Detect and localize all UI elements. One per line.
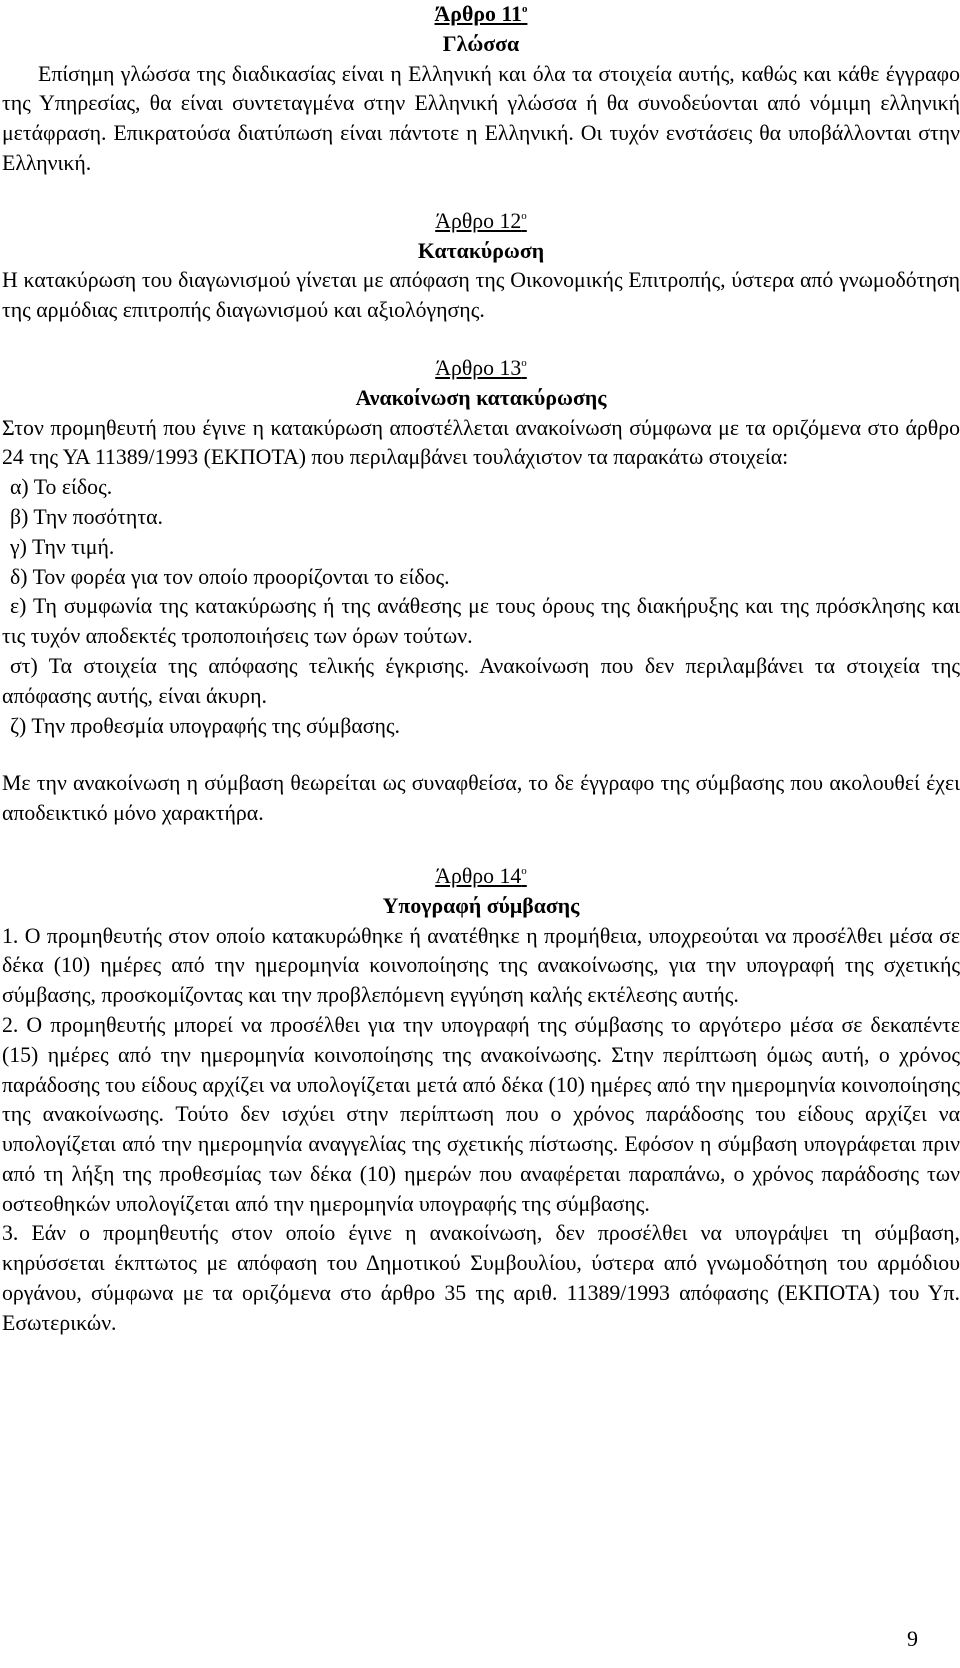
article-14-heading-text: Υπογραφή σύμβασης xyxy=(382,893,580,918)
document-page xyxy=(2,0,960,1339)
article-13-heading: Ανακοίνωση κατακύρωσης xyxy=(355,385,607,410)
article-13-item-e: ε) Τη συμφωνία της κατακύρωσης ή της ανάθεσης με τους όρους της διακήρυξης και της πρόσκλησης και τις τυχόν αποδεκτές τροποποιήσεις των όρων τούτων. xyxy=(2,594,960,649)
article-11-text: Επίσημη γλώσσα της διαδικασίας είναι η Ελληνική και όλα τα στοιχεία αυτής, καθώς και κάθε έγγραφο της Υπηρεσίας, θα είναι συντεταγμένα στην Ελληνική γλώσσα ή θα συνοδεύονται από νόμιμη ελληνική μετάφραση. Επικρατούσα διατύπωση είναι πάντοτε η Ελληνική. Οι τυχόν ενστάσεις θα υποβάλλονται στην Ελληνική. xyxy=(2,61,960,175)
article-13-closing: Με την ανακοίνωση η σύμβαση θεωρείται ως συναφθείσα, το δε έγγραφο της σύμβασης που ακολουθεί έχει αποδεικτικό μόνο χαρακτήρα. xyxy=(2,771,960,826)
article-14-title: Άρθρο $14^o$ xyxy=(435,863,527,888)
page-number: 9 xyxy=(907,1626,918,1651)
article-14 xyxy=(2,862,960,1339)
article-13-item-d: δ) Τον φορέα για τον οποίο προορίζονται το είδος. xyxy=(10,564,450,589)
article-12-text: Η κατακύρωση του διαγωνισμού γίνεται με απόφαση της Οικονομικής Επιτροπής, ύστερα από γνωμοδότηση της αρμόδιας επιτροπής διαγωνισμού και αξιολόγησης. xyxy=(2,268,960,323)
article-11-title: Άρθρο $11^o$ xyxy=(434,2,528,26)
article-13-item-b: β) Την ποσότητα. xyxy=(10,504,163,529)
article-11-heading: Γλώσσα xyxy=(442,31,520,56)
article-13-item-a: α) Το είδος. xyxy=(10,475,113,500)
article-14-heading xyxy=(2,892,960,922)
article-13-item-c: γ) Την τιμή. xyxy=(10,534,115,559)
article-12-title: Άρθρο $12^o$ xyxy=(435,208,527,233)
article-14-para-3: 3. Εάν ο προμηθευτής στον οποίο έγινε η ανακοίνωση, δεν προσέλθει να υπογράψει τη σύμβαση, κηρύσσεται έκπτωτος με απόφαση του Δημοτικού Συμβουλίου, ύστερα από γνωμοδότηση του αρμόδιου οργάνου, σύμφωνα με τα οριζόμενα στο άρθρο 35 της αριθ. 11389/1993 απόφασης (ΕΚΠΟΤΑ) του Υπ. Εσωτερικών. xyxy=(2,1221,960,1335)
article-13-item-z: ζ) Την προθεσμία υπογραφής της σύμβασης. xyxy=(10,713,400,738)
article-12 xyxy=(2,207,960,326)
article-14-para-2: 2. Ο προμηθευτής μπορεί να προσέλθει για την υπογραφή της σύμβασης το αργότερο μέσα σε δεκαπέντε (15) ημέρες από την ημερομηνία κοινοποίησης της ανακοίνωσης. Στην περίπτωση όμως αυτή, ο χρόνος παράδοσης του είδους αρχίζει να υπολογίζεται μετά από δέκα (10) ημέρες από την ημερομηνία κοινοποίησης της ανακοίνωσης. Τούτο δεν ισχύει στην περίπτωση που ο χρόνος παράδοσης του είδους αρχίζει να υπολογίζεται από την ημερομηνία αναγγελίας της σχετικής πίστωσης. Εφόσον η σύμβαση υπογράφεται πριν από τη λήξη της προθεσμίας των δέκα (10) ημερών που αναφέρεται παραπάνω, ο χρόνος παράδοσης των οστεοθηκών υπολογίζεται από την ημερομηνία υπογραφής της σύμβασης. xyxy=(2,1012,960,1216)
article-12-heading: Κατακύρωση xyxy=(417,238,545,263)
article-13-item-st: στ) Τα στοιχεία της απόφασης τελικής έγκρισης. Ανακοίνωση που δεν περιλαμβάνει τα στοιχεία της απόφασης αυτής, είναι άκυρη. xyxy=(2,653,960,708)
article-14-para-1: 1. Ο προμηθευτής στον οποίο κατακυρώθηκε ή ανατέθηκε η προμήθεια, υποχρεούται να προσέλθει μέσα σε δέκα (10) ημέρες από την ημερομηνία κοινοποίησης της ανακοίνωσης, για την υπογραφή της σχετικής σύμβασης, προσκομίζοντας και την προβλεπόμενη εγγύηση καλής εκτέλεσης αυτής. xyxy=(2,923,960,1008)
article-13-title: Άρθρο $13^o$ xyxy=(435,355,527,380)
article-13-intro: Στον προμηθευτή που έγινε η κατακύρωση αποστέλλεται ανακοίνωση σύμφωνα με τα οριζόμενα στο άρθρο 24 της ΥΑ 11389/1993 (ΕΚΠΟΤΑ) που περιλαμβάνει τουλάχιστον τα παρακάτω στοιχεία: xyxy=(2,415,960,470)
article-13 xyxy=(2,354,960,829)
article-11 xyxy=(2,0,960,179)
